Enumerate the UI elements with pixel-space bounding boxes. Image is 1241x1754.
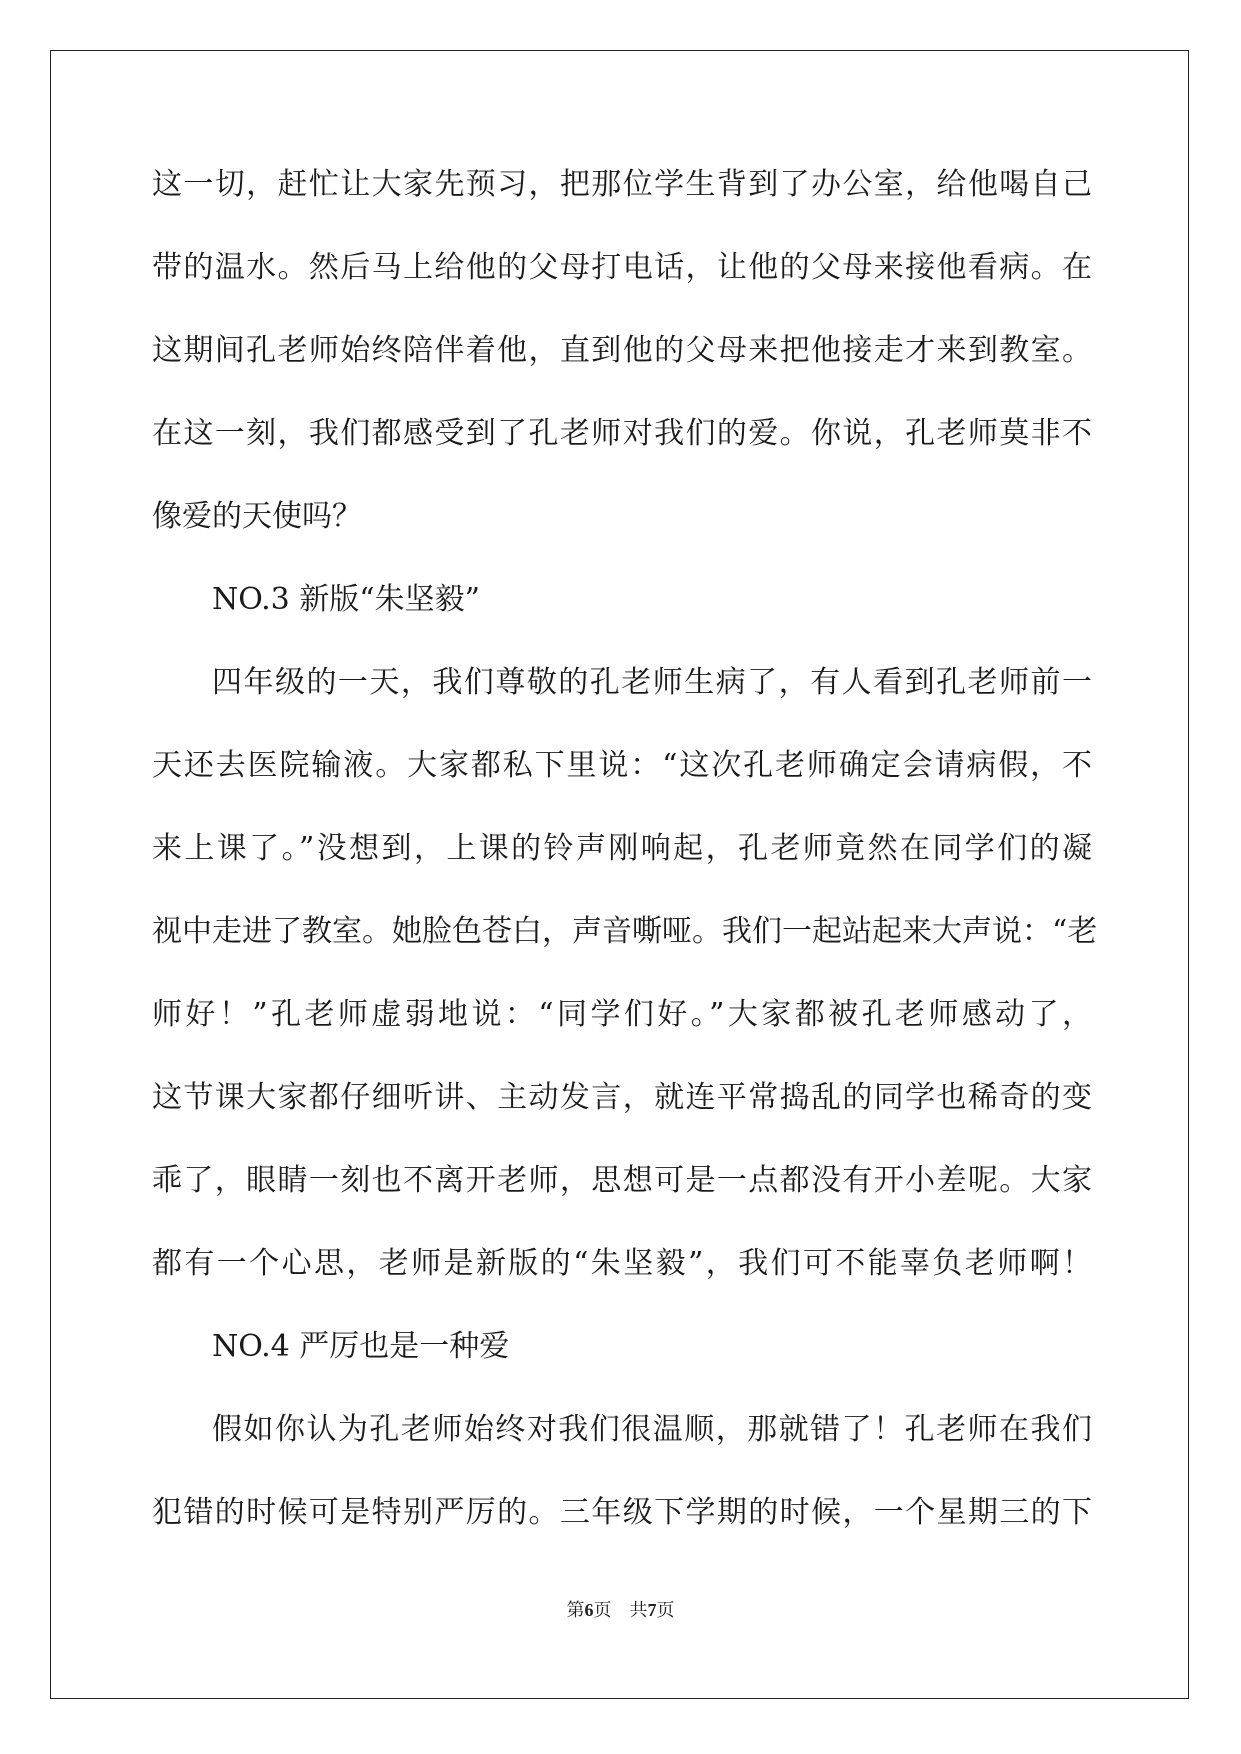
page-prefix: 第 (566, 1600, 585, 1621)
total-page-number: 7 (647, 1600, 657, 1620)
paragraph-line: 假如你认为孔老师始终对我们很温顺，那就错了！孔老师在我们 (212, 1412, 1092, 1447)
paragraph-line: 师好！”孔老师虚弱地说：“同学们好。”大家都被孔老师感动了， (152, 997, 1092, 1032)
page-unit: 页 (593, 1600, 612, 1621)
paragraph-line: 这期间孔老师始终陪伴着他，直到他的父母来把他接走才来到教室。 (152, 333, 1092, 368)
paragraph-line: 在这一刻，我们都感受到了孔老师对我们的爱。你说，孔老师莫非不 (152, 416, 1092, 451)
paragraph-line: 像爱的天使吗？ (152, 499, 362, 534)
section-heading: NO.4 严厉也是一种爱 (212, 1329, 510, 1364)
paragraph-line: 都有一个心思，老师是新版的“朱坚毅”，我们可不能辜负老师啊！ (152, 1246, 1092, 1281)
paragraph-line: 视中走进了教室。她脸色苍白，声音嘶哑。我们一起站起来大声说：“老 (152, 914, 1098, 949)
paragraph-line: 犯错的时候可是特别严厉的。三年级下学期的时候，一个星期三的下 (152, 1495, 1092, 1530)
paragraph-line: 四年级的一天，我们尊敬的孔老师生病了，有人看到孔老师前一 (212, 665, 1092, 700)
page-footer (0, 1597, 1241, 1624)
total-unit: 页 (656, 1600, 675, 1621)
total-prefix: 共 (629, 1600, 648, 1621)
section-heading: NO.3 新版“朱坚毅” (212, 582, 480, 617)
paragraph-line: 来上课了。”没想到，上课的铃声刚响起，孔老师竟然在同学们的凝 (152, 831, 1092, 866)
paragraph-line: 这节课大家都仔细听讲、主动发言，就连平常捣乱的同学也稀奇的变 (152, 1080, 1092, 1115)
paragraph-line: 天还去医院输液。大家都私下里说：“这次孔老师确定会请病假，不 (152, 748, 1092, 783)
paragraph-line: 带的温水。然后马上给他的父母打电话，让他的父母来接他看病。在 (152, 250, 1092, 285)
paragraph-line: 乖了，眼睛一刻也不离开老师，思想可是一点都没有开小差呢。大家 (152, 1163, 1092, 1198)
current-page-number: 6 (584, 1600, 594, 1620)
paragraph-line: 这一切，赶忙让大家先预习，把那位学生背到了办公室，给他喝自己 (152, 167, 1092, 202)
